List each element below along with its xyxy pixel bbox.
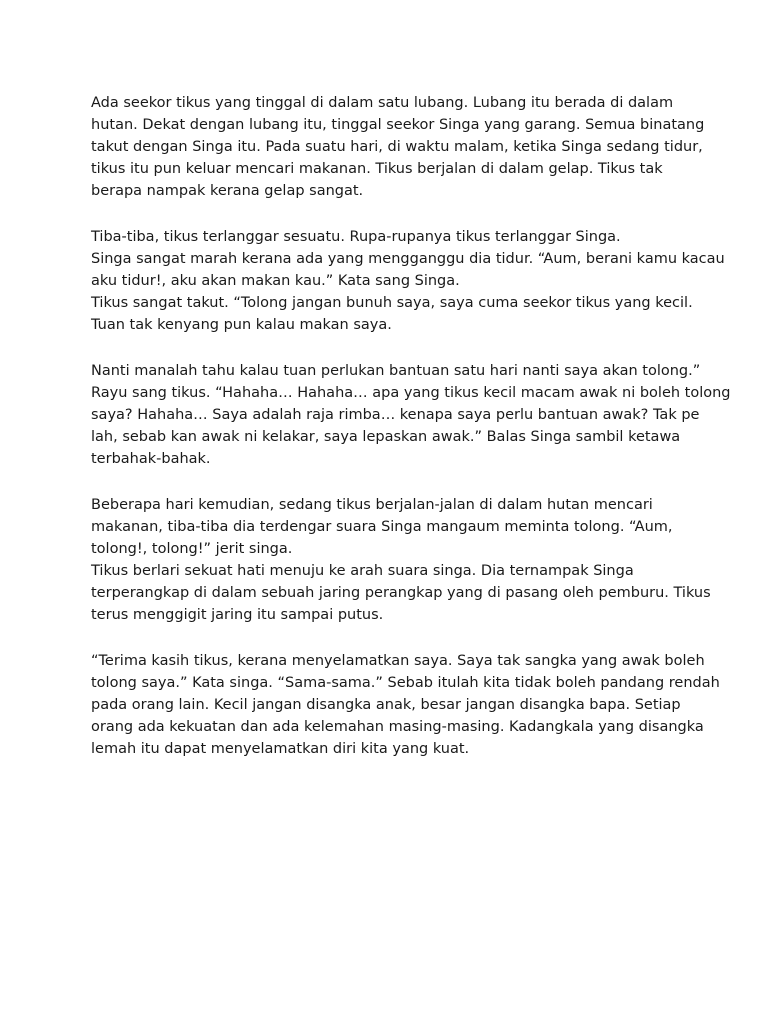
text-line: terbahak-bahak. <box>91 451 211 467</box>
paragraph-2 <box>91 226 725 336</box>
text-line: Tikus sangat takut. “Tolong jangan bunuh saya, saya cuma seekor tikus yang kecil. <box>91 295 693 311</box>
text-line: tolong saya.” Kata singa. “Sama-sama.” Sebab itulah kita tidak boleh pandang rendah <box>91 675 720 691</box>
text-line: berapa nampak kerana gelap sangat. <box>91 183 364 199</box>
text-line: lah, sebab kan awak ni kelakar, saya lepaskan awak.” Balas Singa sambil ketawa <box>91 429 681 445</box>
text-line: Tuan tak kenyang pun kalau makan saya. <box>91 317 392 333</box>
text-line: Tikus berlari sekuat hati menuju ke arah suara singa. Dia ternampak Singa <box>91 563 634 579</box>
text-line: makanan, tiba-tiba dia terdengar suara Singa mangaum meminta tolong. “Aum, <box>91 519 673 535</box>
paragraph-4 <box>91 494 711 626</box>
text-line: terperangkap di dalam sebuah jaring perangkap yang di pasang oleh pemburu. Tikus <box>91 585 711 601</box>
paragraph-1 <box>91 92 705 202</box>
text-line: Ada seekor tikus yang tinggal di dalam satu lubang. Lubang itu berada di dalam <box>91 95 674 111</box>
text-line: Tiba-tiba, tikus terlanggar sesuatu. Rupa-rupanya tikus terlanggar Singa. <box>91 229 621 245</box>
text-line: Beberapa hari kemudian, sedang tikus berjalan-jalan di dalam hutan mencari <box>91 497 653 513</box>
text-line: terus menggigit jaring itu sampai putus. <box>91 607 384 623</box>
text-line: aku tidur!, aku akan makan kau.” Kata sang Singa. <box>91 273 460 289</box>
story-text <box>91 92 731 784</box>
text-line: orang ada kekuatan dan ada kelemahan masing-masing. Kadangkala yang disangka <box>91 719 704 735</box>
paragraph-3 <box>91 360 731 470</box>
text-line: tolong!, tolong!” jerit singa. <box>91 541 293 557</box>
paragraph-5 <box>91 650 720 760</box>
text-line: Rayu sang tikus. “Hahaha… Hahaha… apa yang tikus kecil macam awak ni boleh tolong <box>91 385 731 401</box>
text-line: pada orang lain. Kecil jangan disangka anak, besar jangan disangka bapa. Setiap <box>91 697 681 713</box>
text-line: lemah itu dapat menyelamatkan diri kita yang kuat. <box>91 741 470 757</box>
text-line: saya? Hahaha… Saya adalah raja rimba… kenapa saya perlu bantuan awak? Tak pe <box>91 407 700 423</box>
text-line: tikus itu pun keluar mencari makanan. Tikus berjalan di dalam gelap. Tikus tak <box>91 161 663 177</box>
text-line: takut dengan Singa itu. Pada suatu hari, di waktu malam, ketika Singa sedang tidur, <box>91 139 703 155</box>
text-line: “Terima kasih tikus, kerana menyelamatkan saya. Saya tak sangka yang awak boleh <box>91 653 705 669</box>
text-line: Singa sangat marah kerana ada yang mengganggu dia tidur. “Aum, berani kamu kacau <box>91 251 725 267</box>
text-line: Nanti manalah tahu kalau tuan perlukan bantuan satu hari nanti saya akan tolong.” <box>91 363 701 379</box>
text-line: hutan. Dekat dengan lubang itu, tinggal seekor Singa yang garang. Semua binatang <box>91 117 705 133</box>
